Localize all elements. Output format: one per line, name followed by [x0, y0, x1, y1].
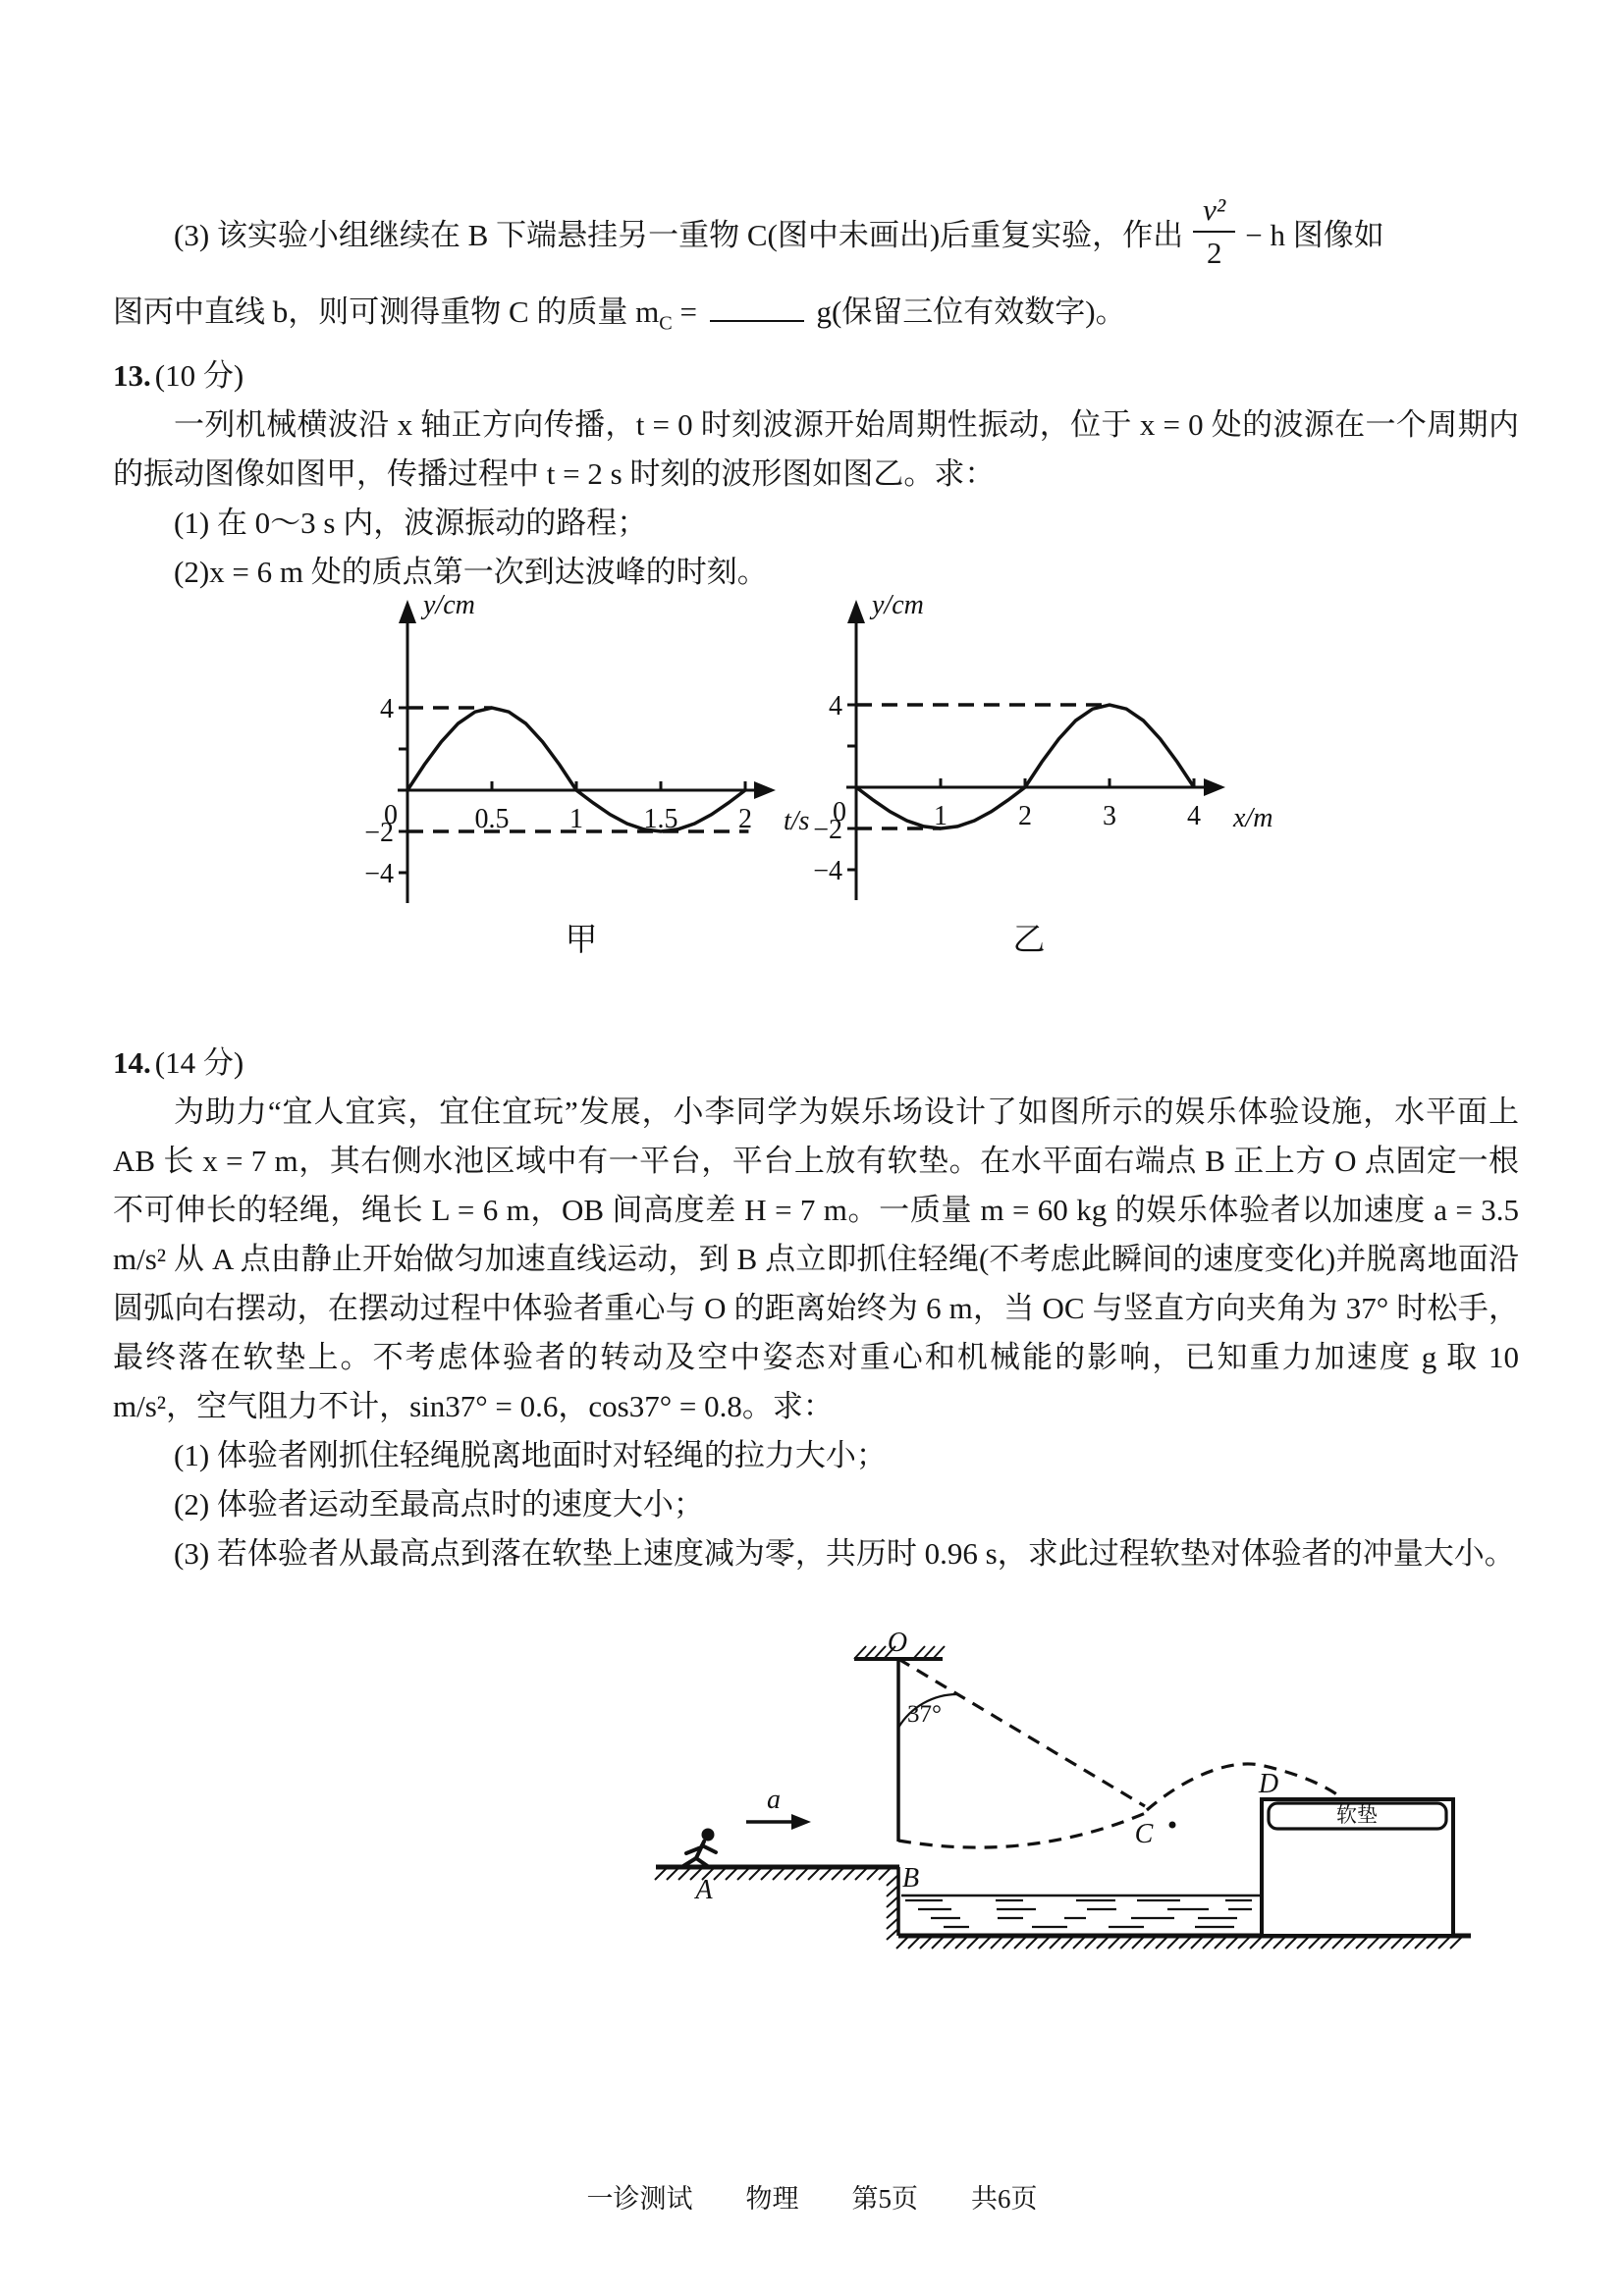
acceleration-arrow-head	[791, 1814, 811, 1830]
y-tick-label: −4	[364, 859, 394, 889]
x-tick-label: 1	[934, 801, 947, 831]
label-point-O: O	[887, 1628, 908, 1658]
q14-number: 14.	[113, 1045, 151, 1080]
q13-heading	[113, 351, 1519, 400]
q12-3-line2-prefix: 图丙中直线 b，则可测得重物 C 的质量 m	[113, 294, 660, 330]
water-wave-marks	[905, 1900, 1252, 1927]
q14-body: 为助力“宜人宜宾，宜住宜玩”发展，小李同学为娱乐场设计了如图所示的娱乐体验设施，水平面上 AB 长 x = 7 m，其右侧水池区域中有一平台，平台上放有软垫。在水平面右端点 B 正上方 O 点固定一根不可伸长的轻绳，绳长 L = 6 m，OB 间高度差 H = 7 m。一质量 m = 60 kg 的娱乐体验者以加速度 a = 3.5 m/s² 从 A 点由静止开始做匀加速直线运动，到 B 点立即抓住轻绳(不考虑此瞬间的速度变化)并脱离地面沿圆弧向右摆动，在摆动过程中体验者重心与 O 的距离始终为 6 m，当 OC 与竖直方向夹角为 37° 时松手，最终落在软垫上。不考虑体验者的转动及空中姿态对重心和机械能的影响，已知重力加速度 g 取 10 m/s²，空气阻力不计，sin37° = 0.6，cos37° = 0.8。求：	[113, 1095, 1519, 1423]
y-tick-label: −4	[813, 856, 842, 886]
label-point-D: D	[1258, 1769, 1279, 1799]
q13-score: (10 分)	[154, 358, 244, 393]
q12-3-line1-suffix: − h 图像如	[1245, 217, 1384, 252]
fraction-numerator: v²	[1193, 192, 1235, 233]
x-axis-label: t/s	[784, 806, 810, 836]
q13-section	[113, 351, 1519, 597]
fraction-v2-over-2	[1193, 192, 1235, 271]
swing-arc-path	[898, 1812, 1148, 1847]
label-point-B: B	[902, 1863, 920, 1894]
q14-item2: (2) 体验者运动至最高点时的速度大小；	[174, 1487, 704, 1522]
y-tick-label: 4	[829, 691, 842, 721]
running-person-icon	[683, 1829, 716, 1868]
y-tick-label: 4	[380, 694, 394, 724]
chart-jia-vibration-graph	[324, 579, 830, 972]
label-angle-37: 37°	[907, 1701, 942, 1728]
q13-number: 13.	[113, 358, 151, 393]
equals-sign: =	[679, 294, 697, 330]
x-axis-arrow	[1204, 778, 1225, 796]
subscript-C: C	[659, 312, 673, 335]
y-axis-label: y/cm	[872, 590, 924, 620]
q14-heading	[113, 1039, 1519, 1088]
y-tick-label: −2	[364, 818, 394, 848]
chart-yi-waveform-graph	[776, 579, 1326, 972]
q13-item1: (1) 在 0～3 s 内，波源振动的路程；	[174, 506, 648, 540]
q14-score: (14 分)	[154, 1045, 244, 1080]
q13-item2: (2)x = 6 m 处的质点第一次到达波峰的时刻。	[174, 555, 768, 589]
q12-3-line1-prefix: (3) 该实验小组继续在 B 下端悬挂另一重物 C(图中未画出)后重复实验，作出	[174, 217, 1184, 252]
x-tick-label: 0.5	[474, 804, 510, 834]
answer-blank	[710, 287, 804, 322]
chart-caption: 乙	[1012, 923, 1046, 958]
x-tick-label: 1.5	[643, 804, 678, 834]
label-acceleration-a: a	[767, 1785, 781, 1815]
y-tick-label: −2	[813, 815, 842, 845]
point-c-dot	[1169, 1822, 1176, 1829]
x-tick-label: 2	[738, 804, 752, 834]
x-tick-label: 4	[1187, 801, 1201, 831]
y-axis-label: y/cm	[423, 590, 475, 620]
q12-3-line2-suffix: g(保留三位有效数字)。	[816, 294, 1126, 330]
x-tick-label: 1	[569, 804, 583, 834]
label-point-C: C	[1134, 1819, 1154, 1849]
y-axis-arrow	[847, 600, 865, 623]
pool-wall-hatch	[887, 1875, 898, 1940]
x-tick-label: 2	[1018, 801, 1032, 831]
q14-item1: (1) 体验者刚抓住轻绳脱离地面时对轻绳的拉力大小；	[174, 1438, 887, 1472]
rope-at-37-degrees	[898, 1659, 1145, 1806]
y-axis-arrow	[399, 600, 416, 623]
q12-3-line1	[113, 192, 1519, 271]
q12-part3-section	[113, 192, 1519, 347]
x-tick-label: 3	[1103, 801, 1116, 831]
x-axis-label: x/m	[1233, 803, 1273, 833]
q12-3-line2	[113, 287, 1519, 347]
fraction-denominator: 2	[1206, 236, 1222, 270]
label-point-A: A	[695, 1875, 713, 1905]
origin-label: 0	[833, 797, 846, 828]
chart-caption: 甲	[565, 923, 598, 958]
x-axis-arrow	[754, 781, 776, 799]
q14-section	[113, 1039, 1519, 1578]
q14-item3: (3) 若体验者从最高点到落在软垫上速度减为零，共历时 0.96 s，求此过程软垫对体验者的冲量大小。	[174, 1536, 1515, 1571]
q14-apparatus-diagram	[609, 1600, 1492, 2012]
q13-intro: 一列机械横波沿 x 轴正方向传播，t = 0 时刻波源开始周期性振动，位于 x = 0 处的波源在一个周期内的振动图像如图甲，传播过程中 t = 2 s 时刻的波形图如图乙。求：	[113, 407, 1519, 491]
origin-label: 0	[384, 800, 398, 830]
page-footer: 一诊测试 物理 第5页 共6页	[586, 2184, 1038, 2214]
label-soft-mat: 软垫	[1336, 1803, 1378, 1827]
